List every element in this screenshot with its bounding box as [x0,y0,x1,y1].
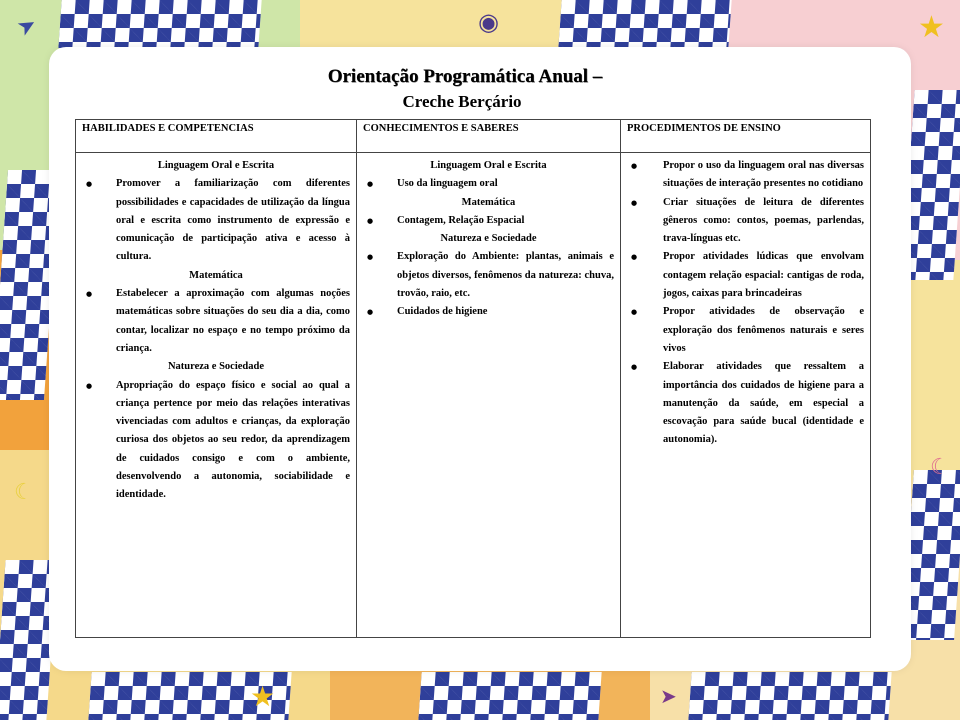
bullet-list [363,175,614,193]
list-item: ● Cuidados de higiene [363,303,614,321]
bullet-list [82,285,350,358]
cell-procedimentos [621,153,871,638]
section-title: Matemática [461,196,516,208]
document-subtitle: Creche Berçário [402,92,522,111]
star-icon: ★ [918,10,945,45]
section-title: Linguagem Oral e Escrita [430,160,547,171]
list-item: ● Propor o uso da linguagem oral nas diversas situações de interação presentes no cotidiano [627,157,864,194]
list-item: ● Contagem, Relação Espacial [363,212,614,230]
list-item: ● Estabelecer a aproximação com algumas noções matemáticas sobre situações do seu dia a dia, como contar, localizar no espaço e no tempo próximo da criança. [82,285,350,358]
bullet-list [82,175,350,266]
column-header-habilidades: HABILIDADES E COMPETENCIAS [76,120,357,153]
rocket-icon: ➤ [660,684,677,708]
table-content-row [76,153,871,638]
list-item: ● Propor atividades lúdicas que envolvam contagem relação espacial: cantigas de roda, jogos, caixas para brincadeiras [627,248,864,303]
list-item: ● Exploração do Ambiente: plantas, animais e objetos diversos, fenômenos da natureza: chuva, trovão, raio, etc. [363,248,614,303]
moon-icon: ☾ [14,480,34,505]
star-icon: ★ [250,680,276,713]
rocket-icon: ➤ [12,11,42,42]
column-header-procedimentos: PROCEDIMENTOS DE ENSINO [621,120,871,153]
document-title: Orientação Programática Anual – [327,66,603,87]
section-title: Natureza e Sociedade [167,361,265,373]
bullet-list [82,377,350,505]
bullet-list [627,157,864,450]
list-item: ● Elaborar atividades que ressaltem a importância dos cuidados de higiene para a manutenção da saúde, em especial a escovação para saúde bucal (identidade e autonomia). [627,358,864,449]
list-item: ● Uso da linguagem oral [363,175,614,193]
frame-patch-yellow-right [900,260,960,480]
table-header-row [76,120,871,153]
checker-bottom-middle [418,672,601,720]
planet-icon: ◉ [478,8,499,36]
list-item: ● Criar situações de leitura de diferentes gêneros como: contos, poemas, parlendas, trava-línguas etc. [627,194,864,249]
list-item: ● Apropriação do espaço físico e social ao qual a criança pertence por meio das relações interativas vivenciadas com adultos e crianças, da exploração curiosa dos objetos ao seu redor, da aprendizagem de cuidados consigo e com o ambiente, desenvolvendo a autonomia, sociabilidade e identidade. [82,377,350,505]
section-title: Matemática [189,269,243,281]
cell-conhecimentos [357,153,621,638]
program-table [75,119,871,638]
bullet-list [363,212,614,230]
checker-top-right [558,0,731,48]
moon-icon: ☾ [930,455,950,480]
checker-top-left [58,0,261,48]
bullet-list [363,248,614,321]
list-item: ● Promover a familiarização com diferentes possibilidades e capacidades de utilização da língua oral e escrita como instrumento de expressão e comunicação de participação ativa e acesso à cultura. [82,175,350,266]
section-title: Linguagem Oral e Escrita [157,160,275,171]
checker-bottom-right [688,672,891,720]
list-item: ● Propor atividades de observação e exploração dos fenômenos naturais e seres vivos [627,303,864,358]
section-title: Natureza e Sociedade [440,233,537,245]
column-header-conhecimentos: CONHECIMENTOS E SABERES [357,120,621,153]
cell-habilidades [76,153,357,638]
